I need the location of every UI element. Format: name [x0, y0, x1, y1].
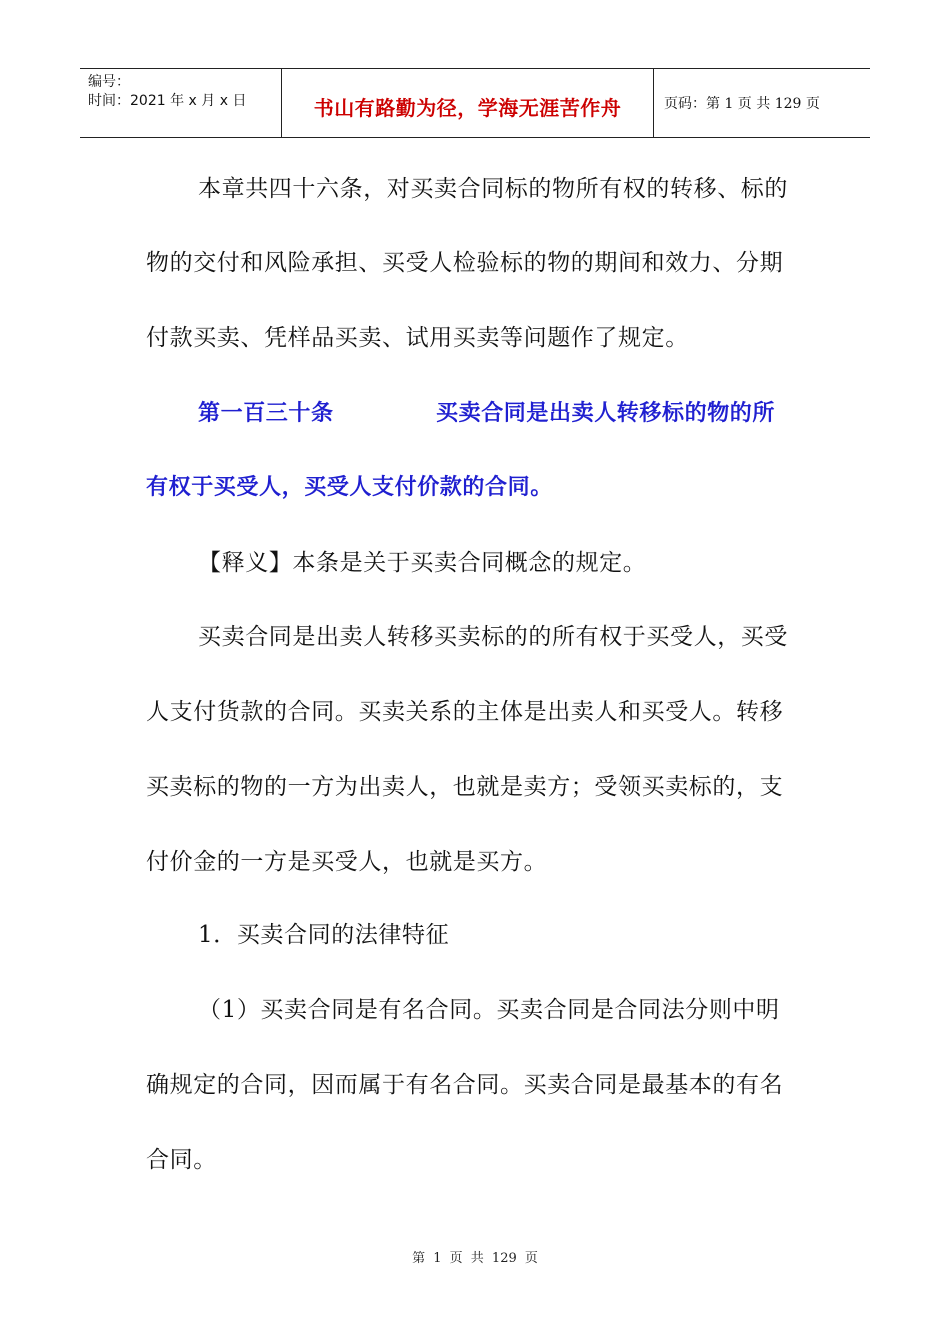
paragraph-line: 确规定的合同，因而属于有名合同。买卖合同是最基本的有名	[146, 1072, 784, 1098]
section-heading: 1．买卖合同的法律特征	[198, 922, 450, 948]
paragraph-line: （1）买卖合同是有名合同。买卖合同是合同法分则中明	[198, 997, 780, 1023]
paragraph-line: 合同。	[146, 1147, 217, 1173]
header-page-cell	[654, 69, 870, 137]
paragraph-line: 人支付货款的合同。买卖关系的主体是出卖人和买受人。转移	[146, 699, 784, 725]
header-meta-cell	[80, 69, 282, 137]
header-motto-cell	[282, 69, 654, 137]
header-number-label: 编号：	[88, 74, 130, 90]
header-time-label: 时间：2021 年 x 月 x 日	[88, 93, 247, 109]
header-page-info: 页码：第 1 页 共 129 页	[664, 96, 820, 112]
article-text-line: 有权于买受人，买受人支付价款的合同。	[146, 475, 553, 500]
page-footer: 第 1 页 共 129 页	[412, 1251, 538, 1266]
article-number: 第一百三十条	[198, 401, 334, 426]
document-header	[80, 68, 870, 138]
header-motto: 书山有路勤为径，学海无涯苦作舟	[313, 95, 622, 120]
paragraph-line: 付款买卖、凭样品买卖、试用买卖等问题作了规定。	[146, 325, 689, 351]
paragraph-line: 物的交付和风险承担、买受人检验标的物的期间和效力、分期	[146, 250, 784, 276]
paragraph-line: 付价金的一方是买受人，也就是买方。	[146, 849, 548, 875]
paragraph-line: 买卖合同是出卖人转移买卖标的的所有权于买受人，买受	[198, 624, 788, 650]
paragraph-line: 本章共四十六条，对买卖合同标的物所有权的转移、标的	[198, 176, 788, 202]
paragraph-line: 买卖标的物的一方为出卖人，也就是卖方；受领买卖标的，支	[146, 774, 784, 800]
explanation-line: 【释义】本条是关于买卖合同概念的规定。	[198, 550, 647, 576]
article-text-line: 买卖合同是出卖人转移标的物的所	[436, 401, 776, 426]
